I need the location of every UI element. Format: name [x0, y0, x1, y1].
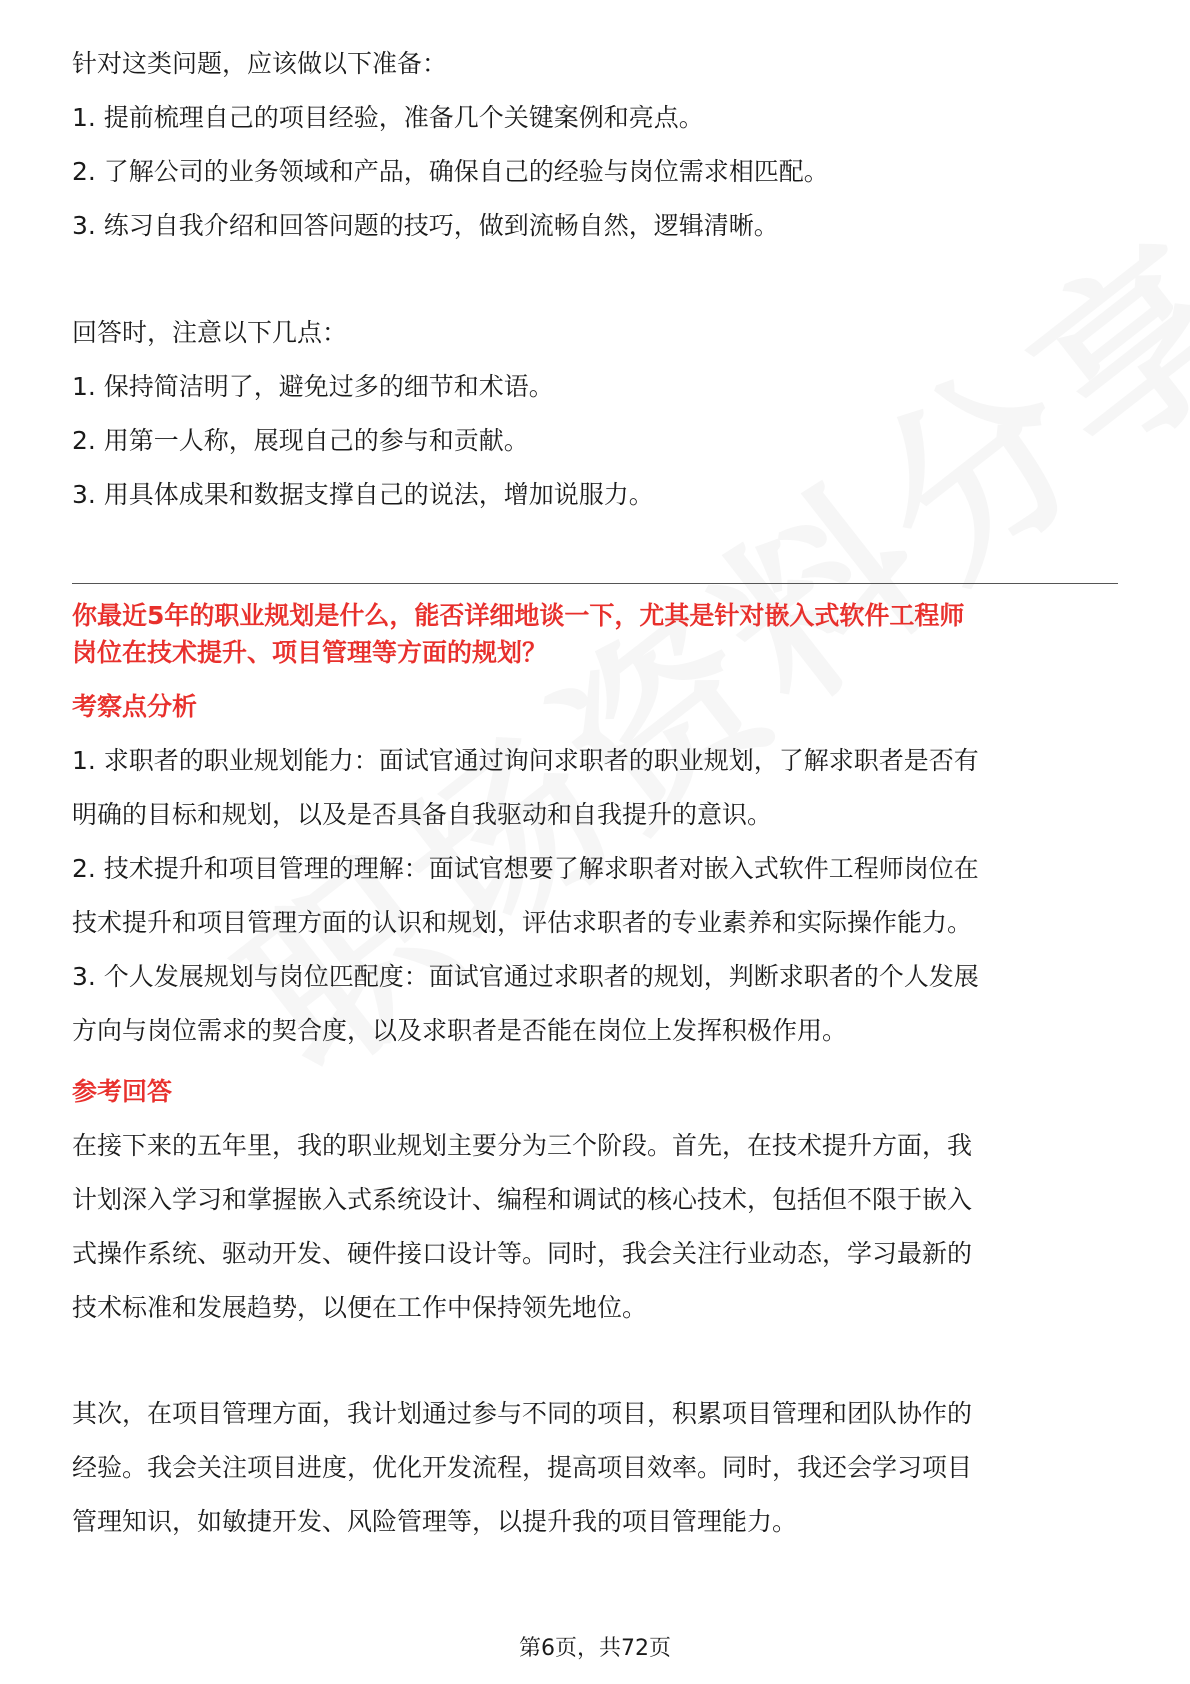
section1-item-1: 1. 提前梳理自己的项目经验，准备几个关键案例和亮点。	[72, 103, 704, 132]
section1-item-2: 2. 了解公司的业务领域和产品，确保自己的经验与岗位需求相匹配。	[72, 157, 829, 186]
analysis-line-5: 3. 个人发展规划与岗位匹配度：面试官通过求职者的规划，判断求职者的个人发展	[72, 962, 979, 991]
answer-para1-line-1: 在接下来的五年里，我的职业规划主要分为三个阶段。首先，在技术提升方面，我	[72, 1131, 973, 1160]
answer-para1-line-3: 式操作系统、驱动开发、硬件接口设计等。同时，我会关注行业动态，学习最新的	[72, 1239, 973, 1268]
section1-item-3: 3. 练习自我介绍和回答问题的技巧，做到流畅自然，逻辑清晰。	[72, 211, 779, 240]
analysis-line-3: 2. 技术提升和项目管理的理解：面试官想要了解求职者对嵌入式软件工程师岗位在	[72, 854, 979, 883]
section2-item-2: 2. 用第一人称，展现自己的参与和贡献。	[72, 426, 529, 455]
analysis-line-2: 明确的目标和规划，以及是否具备自我驱动和自我提升的意识。	[72, 800, 773, 829]
answer-para2-line-1: 其次，在项目管理方面，我计划通过参与不同的项目，积累项目管理和团队协作的	[72, 1399, 973, 1428]
analysis-line-4: 技术提升和项目管理方面的认识和规划，评估求职者的专业素养和实际操作能力。	[72, 908, 973, 937]
answer-para1-line-4: 技术标准和发展趋势，以便在工作中保持领先地位。	[72, 1293, 648, 1322]
analysis-line-1: 1. 求职者的职业规划能力：面试官通过询问求职者的职业规划，了解求职者是否有	[72, 746, 979, 775]
section1-intro: 针对这类问题，应该做以下准备：	[72, 49, 448, 78]
section2-item-3: 3. 用具体成果和数据支撑自己的说法，增加说服力。	[72, 480, 654, 509]
answer-heading: 参考回答	[72, 1077, 173, 1106]
analysis-line-6: 方向与岗位需求的契合度，以及求职者是否能在岗位上发挥积极作用。	[72, 1016, 848, 1045]
page-number: 第6页，共72页	[519, 1636, 671, 1661]
question-line-1: 你最近5年的职业规划是什么，能否详细地谈一下，尤其是针对嵌入式软件工程师	[72, 601, 965, 630]
answer-para2-line-2: 经验。我会关注项目进度，优化开发流程，提高项目效率。同时，我还会学习项目	[72, 1453, 973, 1482]
analysis-heading: 考察点分析	[72, 692, 198, 721]
answer-para1-line-2: 计划深入学习和掌握嵌入式系统设计、编程和调试的核心技术，包括但不限于嵌入	[72, 1185, 973, 1214]
answer-para2-line-3: 管理知识，如敏捷开发、风险管理等，以提升我的项目管理能力。	[72, 1507, 798, 1536]
section-divider	[72, 583, 1118, 584]
question-line-2: 岗位在技术提升、项目管理等方面的规划？	[72, 638, 548, 667]
watermark	[181, 352, 1058, 1121]
section2-intro: 回答时，注意以下几点：	[72, 318, 348, 347]
section2-item-1: 1. 保持简洁明了，避免过多的细节和术语。	[72, 372, 554, 401]
